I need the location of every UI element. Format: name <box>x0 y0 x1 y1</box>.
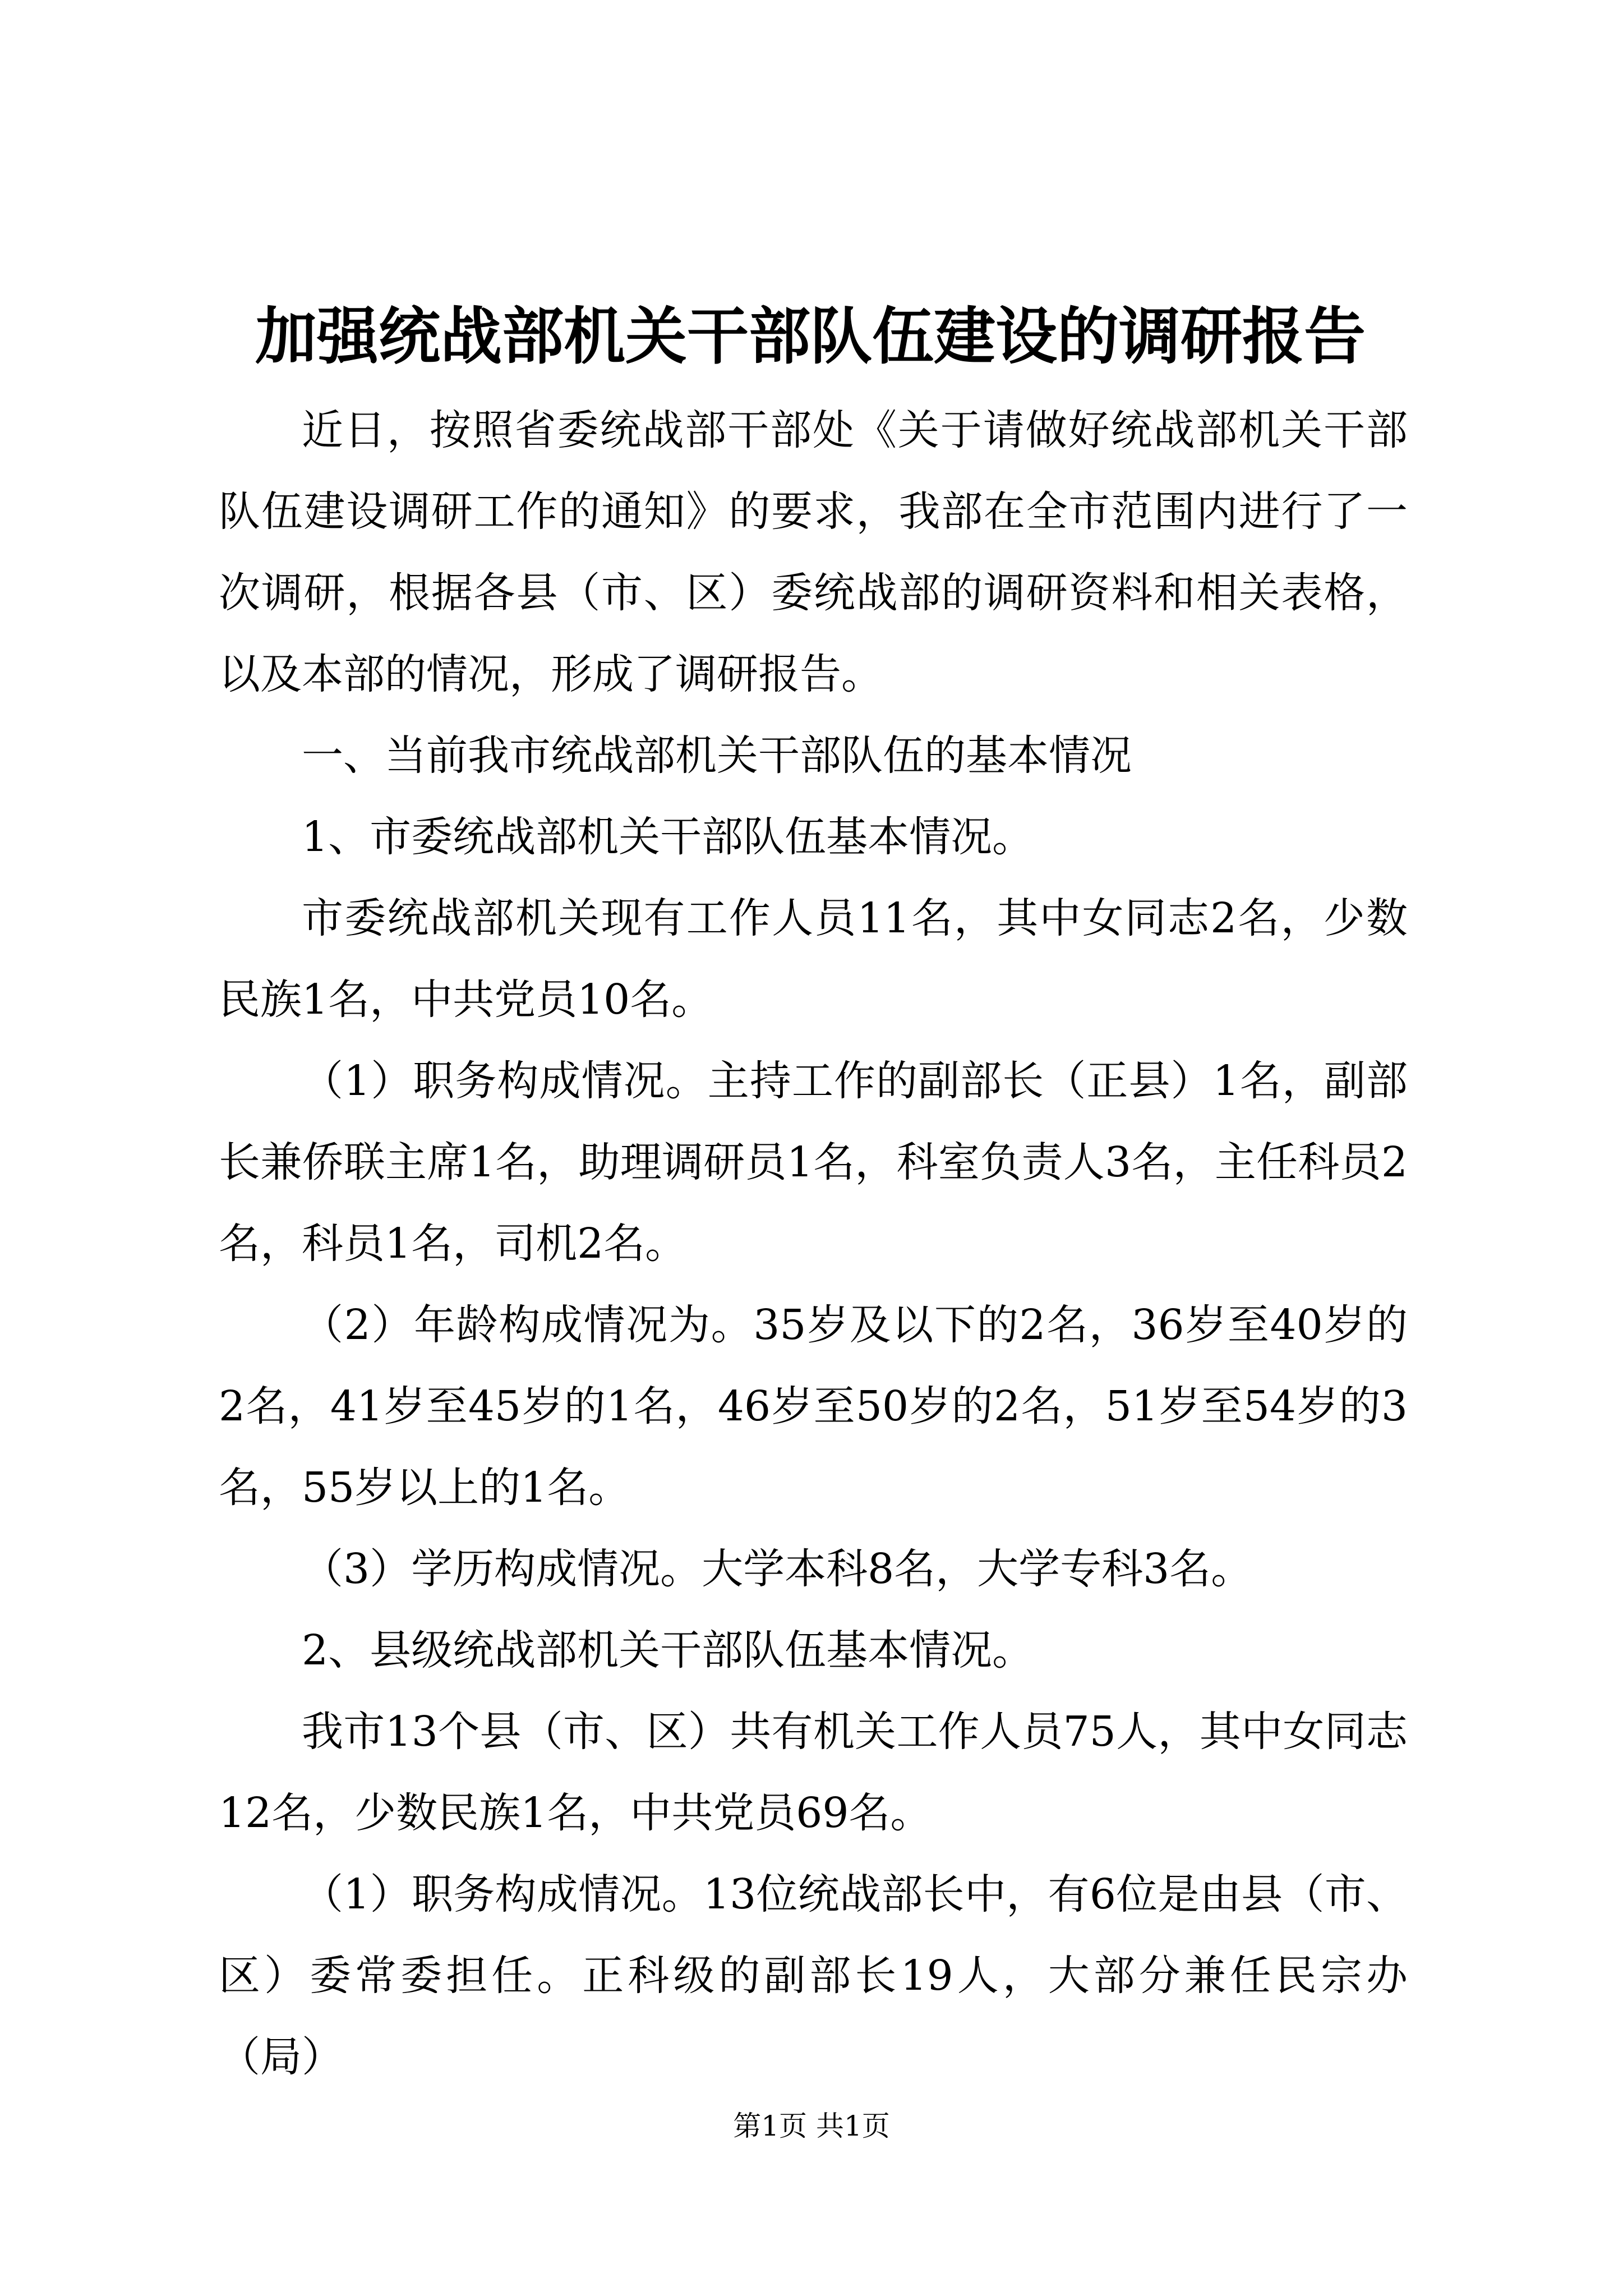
paragraph-city-staff-summary: 市委统战部机关现有工作人员11名，其中女同志2名，少数民族1名，中共党员10名。 <box>219 894 1408 1024</box>
paragraph-city-age-structure: （2）年龄构成情况为。35岁及以下的2名，36岁至40岁的2名，41岁至45岁的1名，46岁至50岁的2名，51岁至54岁的3名，55岁以上的1名。 <box>219 1301 1408 1512</box>
paragraph-city-position-structure: （1）职务构成情况。主持工作的副部长（正县）1名，副部长兼侨联主席1名，助理调研员1名，科室负责人3名，主任科员2名，科员1名，司机2名。 <box>219 1057 1408 1268</box>
subsection-heading-1: 1、市委统战部机关干部队伍基本情况。 <box>302 813 1034 861</box>
document-body <box>219 390 1408 2098</box>
paragraph-city-education-structure: （3）学历构成情况。大学本科8名，大学专科3名。 <box>302 1545 1253 1593</box>
page-number-footer: 第1页 共1页 <box>733 2110 890 2142</box>
subsection-heading-2: 2、县级统战部机关干部队伍基本情况。 <box>302 1626 1034 1674</box>
paragraph-intro: 近日，按照省委统战部干部处《关于请做好统战部机关干部队伍建设调研工作的通知》的要求，我部在全市范围内进行了一次调研，根据各县（市、区）委统战部的调研资料和相关表格，以及本部的情况，形成了调研报告。 <box>219 406 1408 698</box>
section-heading-1: 一、当前我市统战部机关干部队伍的基本情况 <box>302 731 1132 780</box>
document-title: 加强统战部机关干部队伍建设的调研报告 <box>255 300 1366 372</box>
paragraph-county-position-structure: （1）职务构成情况。13位统战部长中，有6位是由县（市、区）委常委担任。正科级的副部长19人，大部分兼任民宗办（局） <box>219 1870 1408 2081</box>
paragraph-county-staff-summary: 我市13个县（市、区）共有机关工作人员75人，其中女同志12名，少数民族1名，中共党员69名。 <box>219 1708 1408 1837</box>
